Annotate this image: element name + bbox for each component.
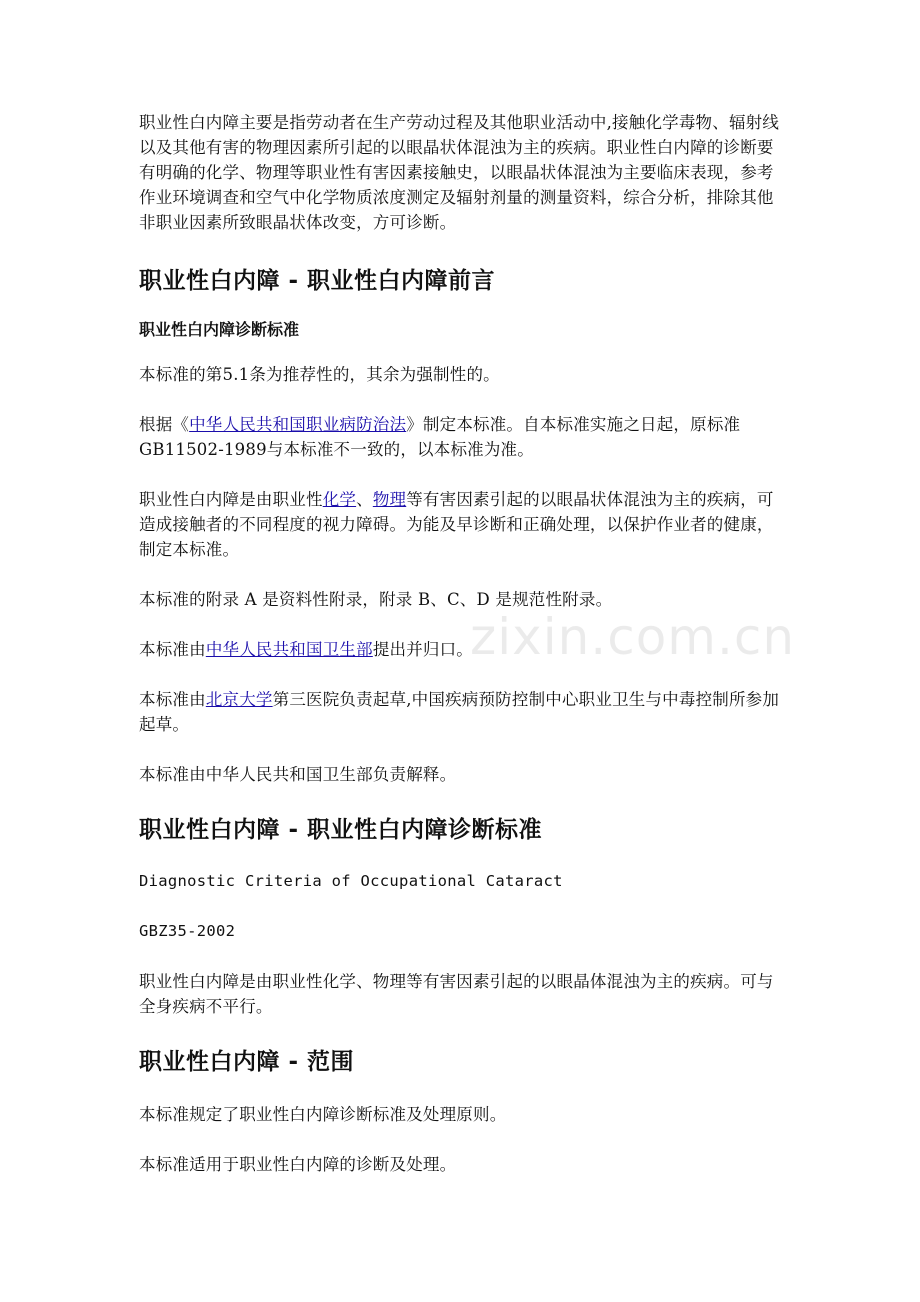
paragraph-scope-application: 本标准适用于职业性白内障的诊断及处理。	[139, 1155, 457, 1174]
paragraph-drafter	[139, 687, 789, 737]
paragraph-definition	[139, 487, 789, 562]
text-segment: 、	[356, 490, 373, 509]
text-segment: 本标准由	[139, 640, 206, 659]
paragraph-interpretation: 本标准由中华人民共和国卫生部负责解释。	[139, 765, 457, 784]
link-physics[interactable]: 物理	[372, 490, 407, 509]
paragraph-appendix: 本标准的附录 A 是资料性附录，附录 B、C、D 是规范性附录。	[139, 590, 613, 609]
english-title: Diagnostic Criteria of Occupational Cataract	[139, 872, 563, 890]
link-peking-university[interactable]: 北京大学	[205, 690, 273, 709]
subheading-diagnostic-standard: 职业性白内障诊断标准	[139, 320, 300, 339]
watermark: zixin.com.cn	[470, 608, 796, 666]
text-segment: 第三医院负责起草,中国疾病预防控制中心职业卫生与中毒控制所参加起草。	[139, 690, 780, 734]
section-heading-scope: 职业性白内障 - 范围	[139, 1049, 355, 1075]
link-occupational-disease-law[interactable]: 中华人民共和国职业病防治法	[189, 415, 407, 434]
intro-paragraph: 职业性白内障主要是指劳动者在生产劳动过程及其他职业活动中,接触化学毒物、辐射线以及其他有害的物理因素所引起的以眼晶状体混浊为主的疾病。职业性白内障的诊断要有明确的化学、物理等职业性有害因素接触史，以眼晶状体混浊为主要临床表现，参考作业环境调查和空气中化学物质浓度测定及辐射剂量的测量资料，综合分析，排除其他非职业因素所致眼晶状体改变，方可诊断。	[139, 113, 780, 232]
paragraph-scope-content: 本标准规定了职业性白内障诊断标准及处理原则。	[139, 1105, 507, 1124]
text-segment: 提出并归口。	[372, 640, 474, 659]
text-segment: 职业性白内障是由职业性	[139, 490, 323, 509]
paragraph-law-basis	[139, 412, 789, 462]
link-chemistry[interactable]: 化学	[322, 490, 357, 509]
standard-code: GBZ35-2002	[139, 922, 236, 940]
paragraph-disease-definition: 职业性白内障是由职业性化学、物理等有害因素引起的以眼晶体混浊为主的疾病。可与全身疾病不平行。	[139, 972, 774, 1016]
section-heading-foreword: 职业性白内障 - 职业性白内障前言	[139, 268, 496, 294]
text-segment: 等有害因素引起的以眼晶状体混浊为主的疾病，可造成接触者的不同程度的视力障碍。为能及早诊断和正确处理，以保护作业者的健康，制定本标准。	[139, 490, 774, 559]
section-heading-diagnostic-criteria: 职业性白内障 - 职业性白内障诊断标准	[139, 817, 543, 843]
link-ministry-of-health[interactable]: 中华人民共和国卫生部	[205, 640, 373, 659]
paragraph-recommended-clause: 本标准的第5.1条为推荐性的，其余为强制性的。	[139, 365, 500, 384]
text-segment: 本标准由	[139, 690, 206, 709]
text-segment: 》制定本标准。自本标准实施之日起，原标准 GB11502-1989与本标准不一致的，以本标准为准。	[139, 415, 741, 459]
text-segment: 根据《	[139, 415, 190, 434]
